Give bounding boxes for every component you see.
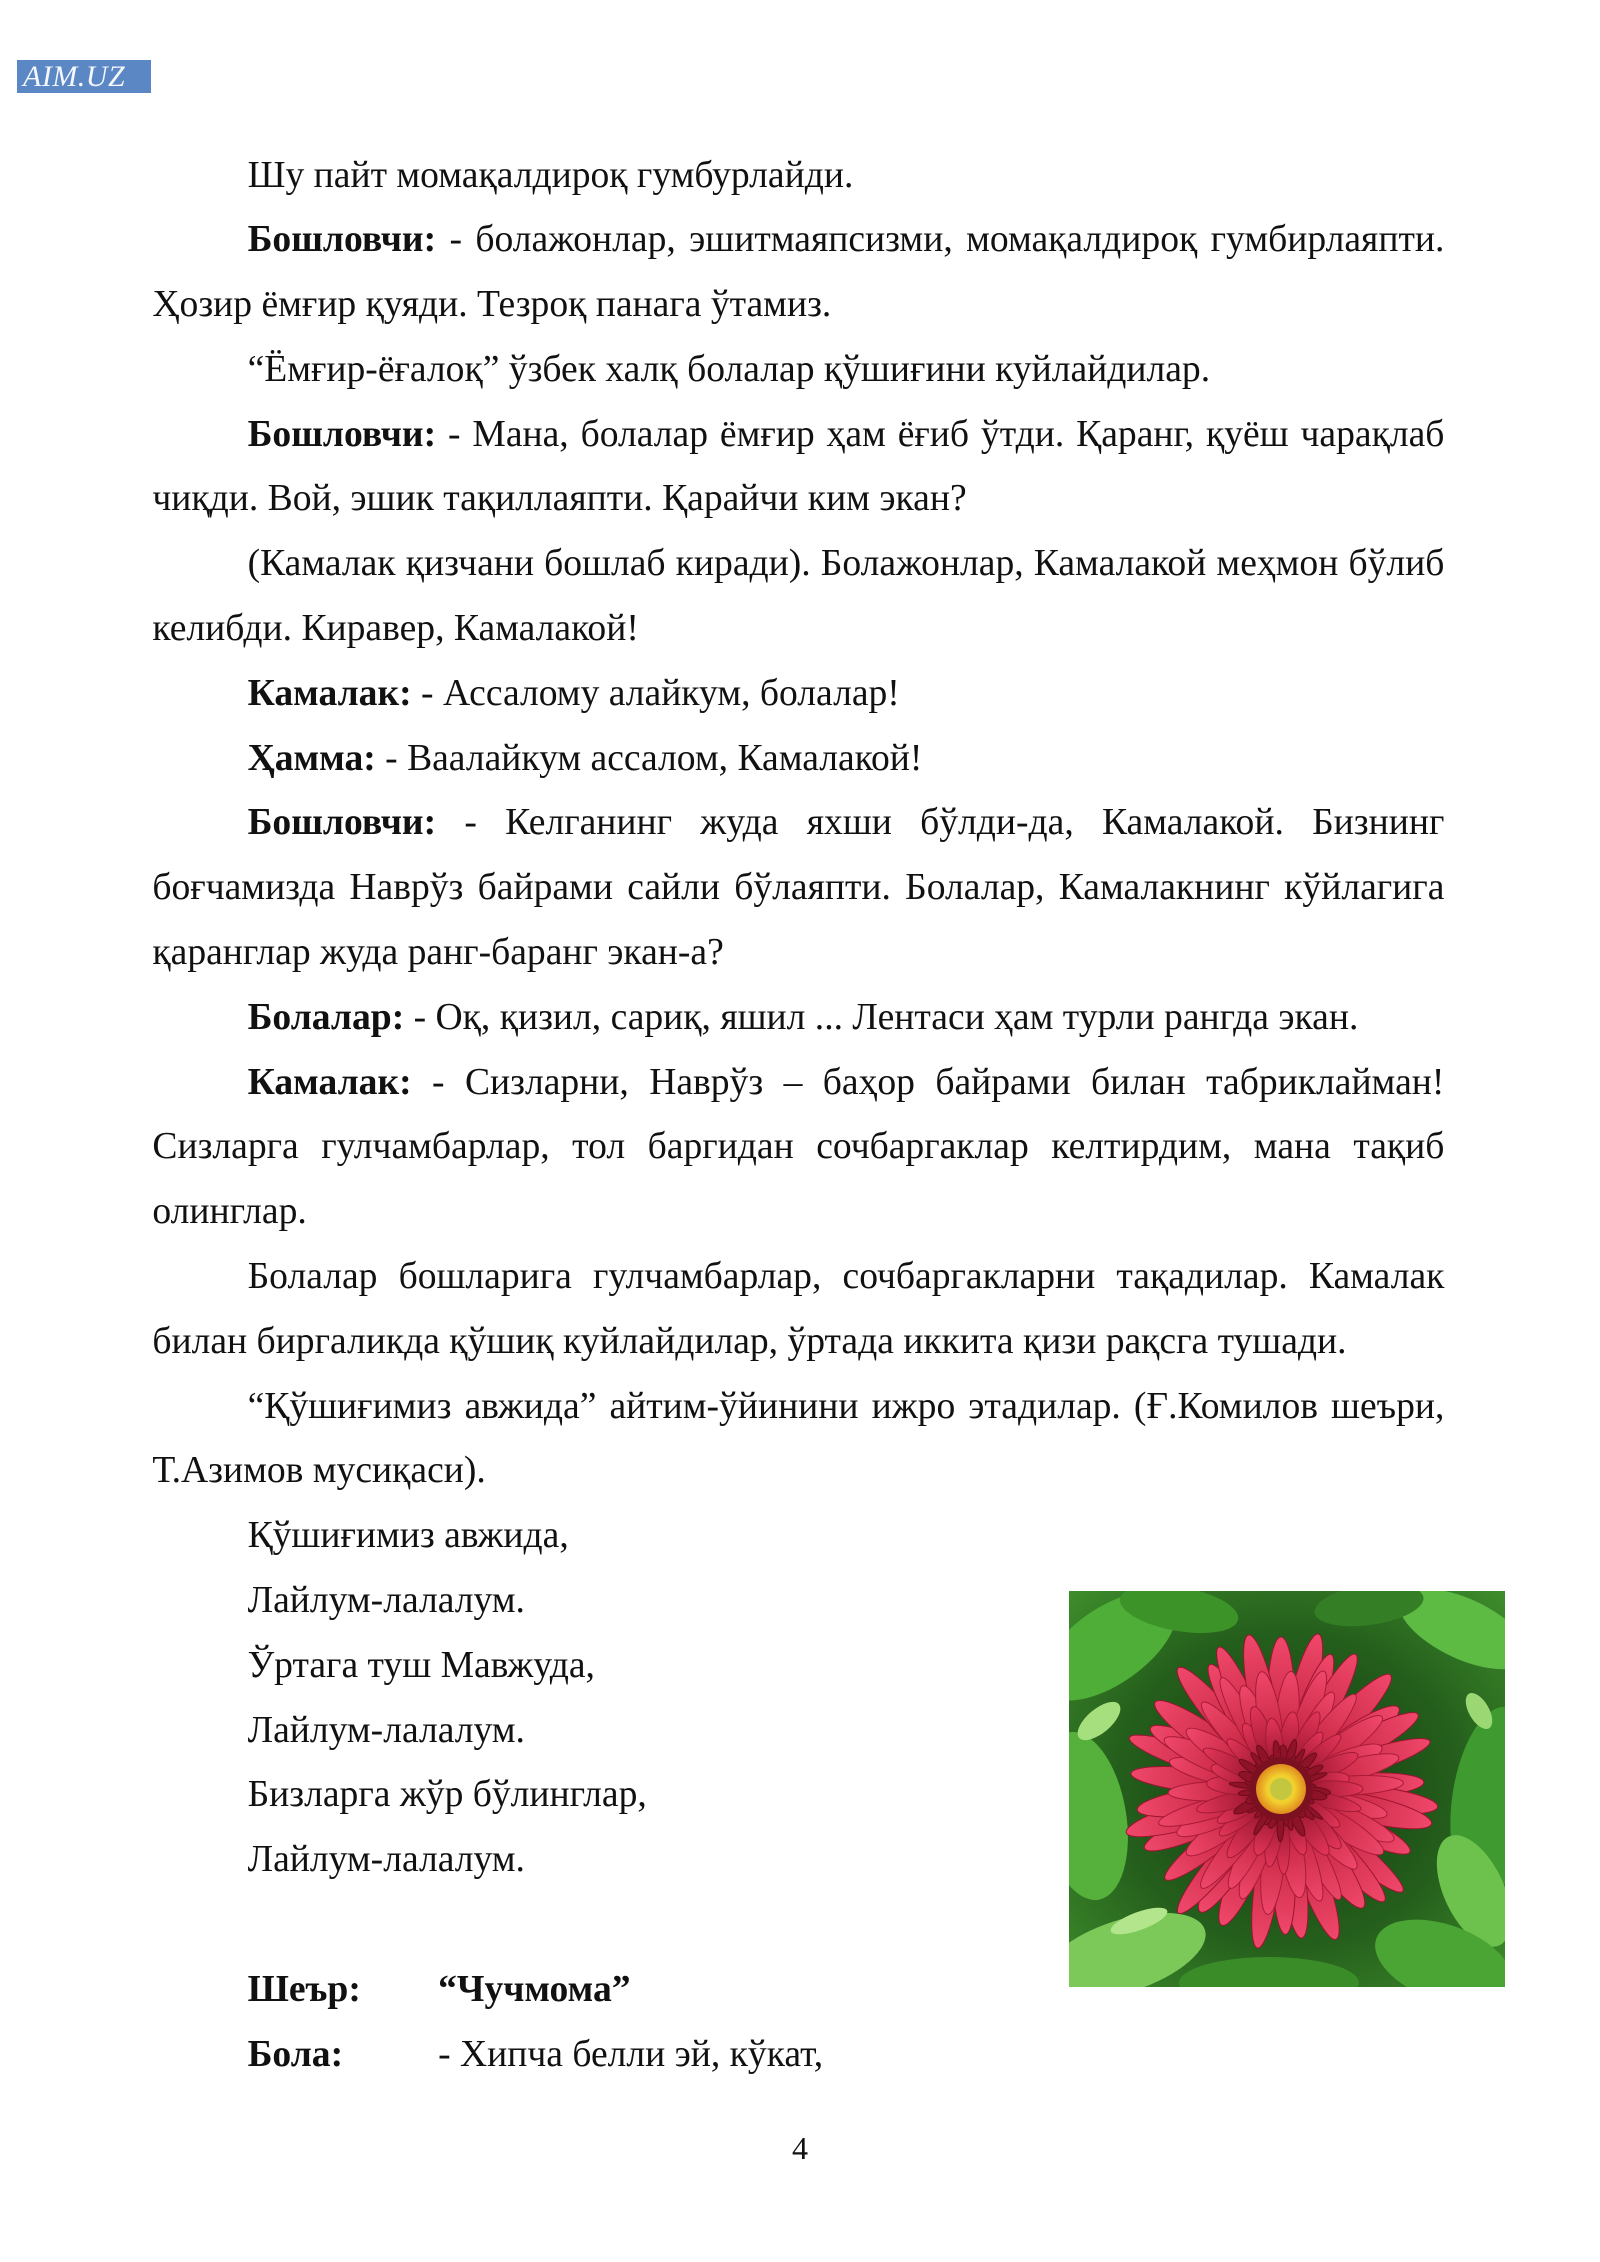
song-line: Лайлум-лалалум.	[247, 1709, 525, 1751]
paragraph	[152, 403, 1444, 533]
line-text: - Ассалому алайкум, болалар!	[421, 672, 900, 714]
speaker-label: Камалак:	[247, 1061, 412, 1103]
speaker-label: Бошловчи:	[247, 802, 437, 844]
paragraph-line: “Қўшиғимиз авжида” айтим-ўйинини ижро этадилар. (Ғ.Комилов шеъри,	[247, 1385, 1445, 1427]
line-text: - Мана, болалар ёмғир ҳам ёғиб ўтди. Қаранг, қуёш чарақлаб	[448, 413, 1445, 455]
line-text: - Сизларни, Наврўз – баҳор байрами билан табриклайман!	[432, 1061, 1445, 1103]
paragraph-line	[152, 662, 1444, 727]
paragraph	[152, 986, 1444, 1051]
line-text: - Ваалайкум ассалом, Камалакой!	[385, 737, 923, 779]
speaker-label: Болалар:	[247, 996, 405, 1038]
flower-center	[1249, 1757, 1313, 1821]
line-text: - Оқ, қизил, сариқ, яшил ... Лентаси ҳам турли рангда экан.	[413, 996, 1359, 1038]
paragraph	[152, 338, 1444, 403]
paragraph-line: олинглар.	[152, 1191, 307, 1233]
paragraph	[152, 144, 1444, 209]
poem-speaker-cell	[248, 2023, 439, 2088]
paragraph-line: келибди. Киравер, Камалакой!	[152, 608, 639, 650]
line-text: - Хипча белли эй, кўкат,	[438, 2033, 824, 2075]
song-line: Лайлум-лалалум.	[247, 1580, 525, 1622]
paragraph-line: Т.Азимов мусиқаси).	[152, 1450, 486, 1492]
song-line: Лайлум-лалалум.	[247, 1839, 525, 1881]
poem-label: Шеър:	[247, 1968, 361, 2010]
paragraph	[152, 1375, 1444, 1505]
paragraph-line: билан биргаликда қўшиқ куйлайдилар, ўртада иккита қизи рақсга тушади.	[152, 1320, 1347, 1362]
song-line: Бизларга жўр бўлинглар,	[247, 1774, 647, 1816]
paragraph-line: Шу пайт момақалдироқ гумбурлайди.	[247, 154, 854, 196]
paragraph-line: Болалар бошларига гулчамбарлар, сочбаргакларни тақадилар. Камалак	[247, 1256, 1445, 1298]
paragraph-line	[152, 403, 1444, 468]
paragraph-line: қаранглар жуда ранг-баранг экан-а?	[152, 932, 724, 974]
paragraph-line	[152, 986, 1444, 1051]
speaker-label: Бола:	[247, 2033, 344, 2075]
paragraph-line: Ҳозир ёмғир қуяди. Тезроқ панага ўтамиз.	[152, 284, 832, 326]
line-text: - болажонлар, эшитмаяпсизми, момақалдироқ гумбирлаяпти.	[449, 219, 1445, 261]
speaker-label: Бошловчи:	[247, 219, 437, 261]
flower-image	[1069, 1591, 1505, 1987]
poem-title: “Чучмома”	[438, 1968, 631, 2010]
line-text: - Келганинг жуда яхши бўлди-да, Камалакой. Бизнинг	[464, 802, 1445, 844]
watermark-badge	[17, 60, 151, 93]
speaker-label: Ҳамма:	[247, 737, 376, 779]
paragraph-line: “Ёмғир-ёғалоқ” ўзбек халқ болалар қўшиғини куйлайдилар.	[247, 348, 1211, 390]
speaker-label: Бошловчи:	[247, 413, 437, 455]
speaker-label: Камалак:	[247, 672, 412, 714]
flower-photo	[1069, 1591, 1505, 1987]
paragraph	[152, 1051, 1444, 1245]
paragraph-line: (Камалак қизчани бошлаб киради). Болажонлар, Камалакой меҳмон бўлиб	[247, 543, 1445, 585]
paragraph-line: Сизларга гулчамбарлар, тол баргидан сочбаргаклар келтирдим, мана тақиб	[152, 1126, 1445, 1168]
paragraph-line	[152, 1051, 1444, 1116]
song-line: Ўртага туш Мавжуда,	[247, 1644, 595, 1686]
paragraph-line: чиқди. Вой, эшик тақиллаяпти. Қарайчи ким экан?	[152, 478, 967, 520]
paragraph-line	[152, 208, 1444, 273]
paragraph	[152, 1245, 1444, 1375]
paragraph-line: боғчамизда Наврўз байрами сайли бўлаяпти. Болалар, Камалакнинг кўйлагига	[152, 867, 1445, 909]
poem-line	[152, 2023, 1444, 2088]
paragraph	[152, 727, 1444, 792]
paragraph	[152, 791, 1444, 985]
watermark-text: AIM.UZ	[23, 60, 126, 93]
paragraph	[152, 532, 1444, 662]
poem-label-cell	[248, 1958, 439, 2023]
page-number: 4	[792, 2130, 808, 2166]
paragraph	[152, 208, 1444, 338]
paragraph-line	[152, 791, 1444, 856]
paragraph-line	[152, 727, 1444, 792]
song-line: Қўшиғимиз авжида,	[247, 1515, 569, 1557]
paragraph	[152, 662, 1444, 727]
